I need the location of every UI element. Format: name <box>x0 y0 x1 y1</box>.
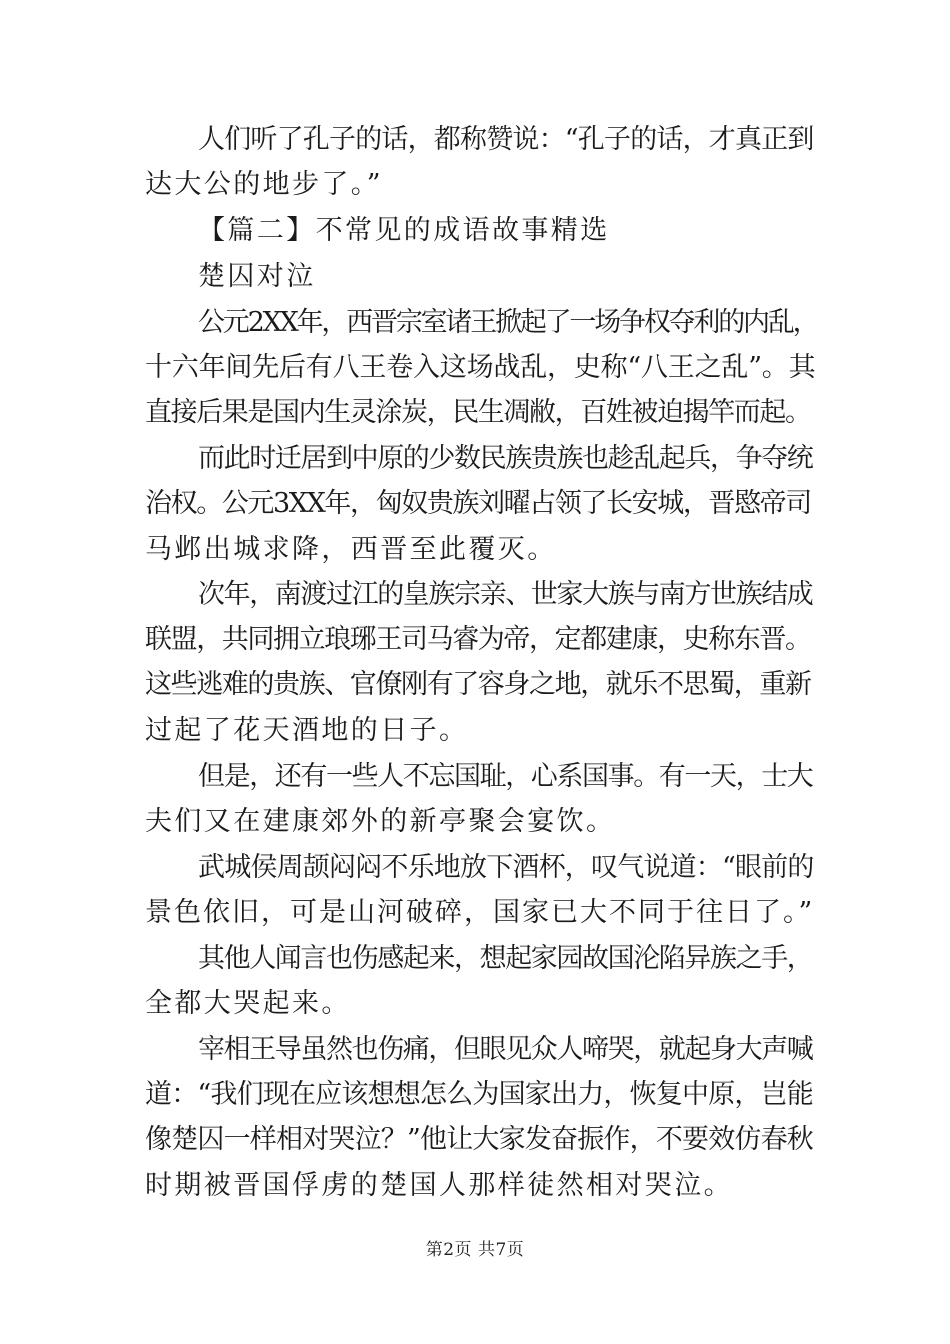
story-title: 楚囚对泣 <box>198 261 316 292</box>
paragraph-line: 武城侯周颉闷闷不乐地放下酒杯，叹气说道：“眼前的 <box>198 852 814 883</box>
paragraph-line: 道：“我们现在应该想想怎么为国家出力，恢复中原，岂能 <box>145 1079 814 1110</box>
section-heading: 【篇二】不常见的成语故事精选 <box>198 215 610 246</box>
paragraph-line: 像楚囚一样相对哭泣？”他让大家发奋振作，不要效仿春秋 <box>145 1124 814 1155</box>
paragraph-line: 夫们又在建康郊外的新亭聚会宴饮。 <box>145 806 616 837</box>
paragraph-line: 次年，南渡过江的皇族宗亲、世家大族与南方世族结成 <box>198 579 813 610</box>
paragraph-line: 马邺出城求降，西晋至此覆灭。 <box>145 534 557 565</box>
paragraph-line: 直接后果是国内生灵涂炭，民生凋敝，百姓被迫揭竿而起。 <box>145 397 811 428</box>
paragraph-line: 这些逃难的贵族、官僚刚有了容身之地，就乐不思蜀，重新 <box>145 669 811 700</box>
paragraph-line: 宰相王导虽然也伤痛，但眼见众人啼哭，就起身大声喊 <box>198 1034 813 1065</box>
paragraph-line: 而此时迁居到中原的少数民族贵族也趁乱起兵，争夺统 <box>198 443 813 474</box>
page-number-footer: 第2页 共7页 <box>425 1240 525 1260</box>
paragraph-line: 其他人闻言也伤感起来，想起家园故国沦陷异族之手， <box>198 943 813 974</box>
paragraph-line: 公元2XX年，西晋宗室诸王掀起了一场争权夺利的内乱， <box>198 307 818 338</box>
paragraph-line: 但是，还有一些人不忘国耻，心系国事。有一天，士大 <box>198 761 813 792</box>
paragraph-line: 治权。公元3XX年，匈奴贵族刘曜占领了长安城，晋愍帝司 <box>145 488 811 519</box>
paragraph-line: 景色依旧，可是山河破碎，国家已大不同于往日了。” <box>145 897 815 928</box>
paragraph-line: 达大公的地步了。” <box>145 169 383 200</box>
paragraph-line: 十六年间先后有八王卷入这场战乱，史称“八王之乱”。其 <box>145 352 816 383</box>
paragraph-line: 时期被晋国俘虏的楚国人那样徒然相对哭泣。 <box>145 1170 733 1201</box>
paragraph-line: 全都大哭起来。 <box>145 988 351 1019</box>
paragraph-line: 人们听了孔子的话，都称赞说：“孔子的话，才真正到 <box>198 124 814 155</box>
paragraph-line: 过起了花天酒地的日子。 <box>145 715 469 746</box>
paragraph-line: 联盟，共同拥立琅琊王司马睿为帝，定都建康，史称东晋。 <box>145 624 811 655</box>
